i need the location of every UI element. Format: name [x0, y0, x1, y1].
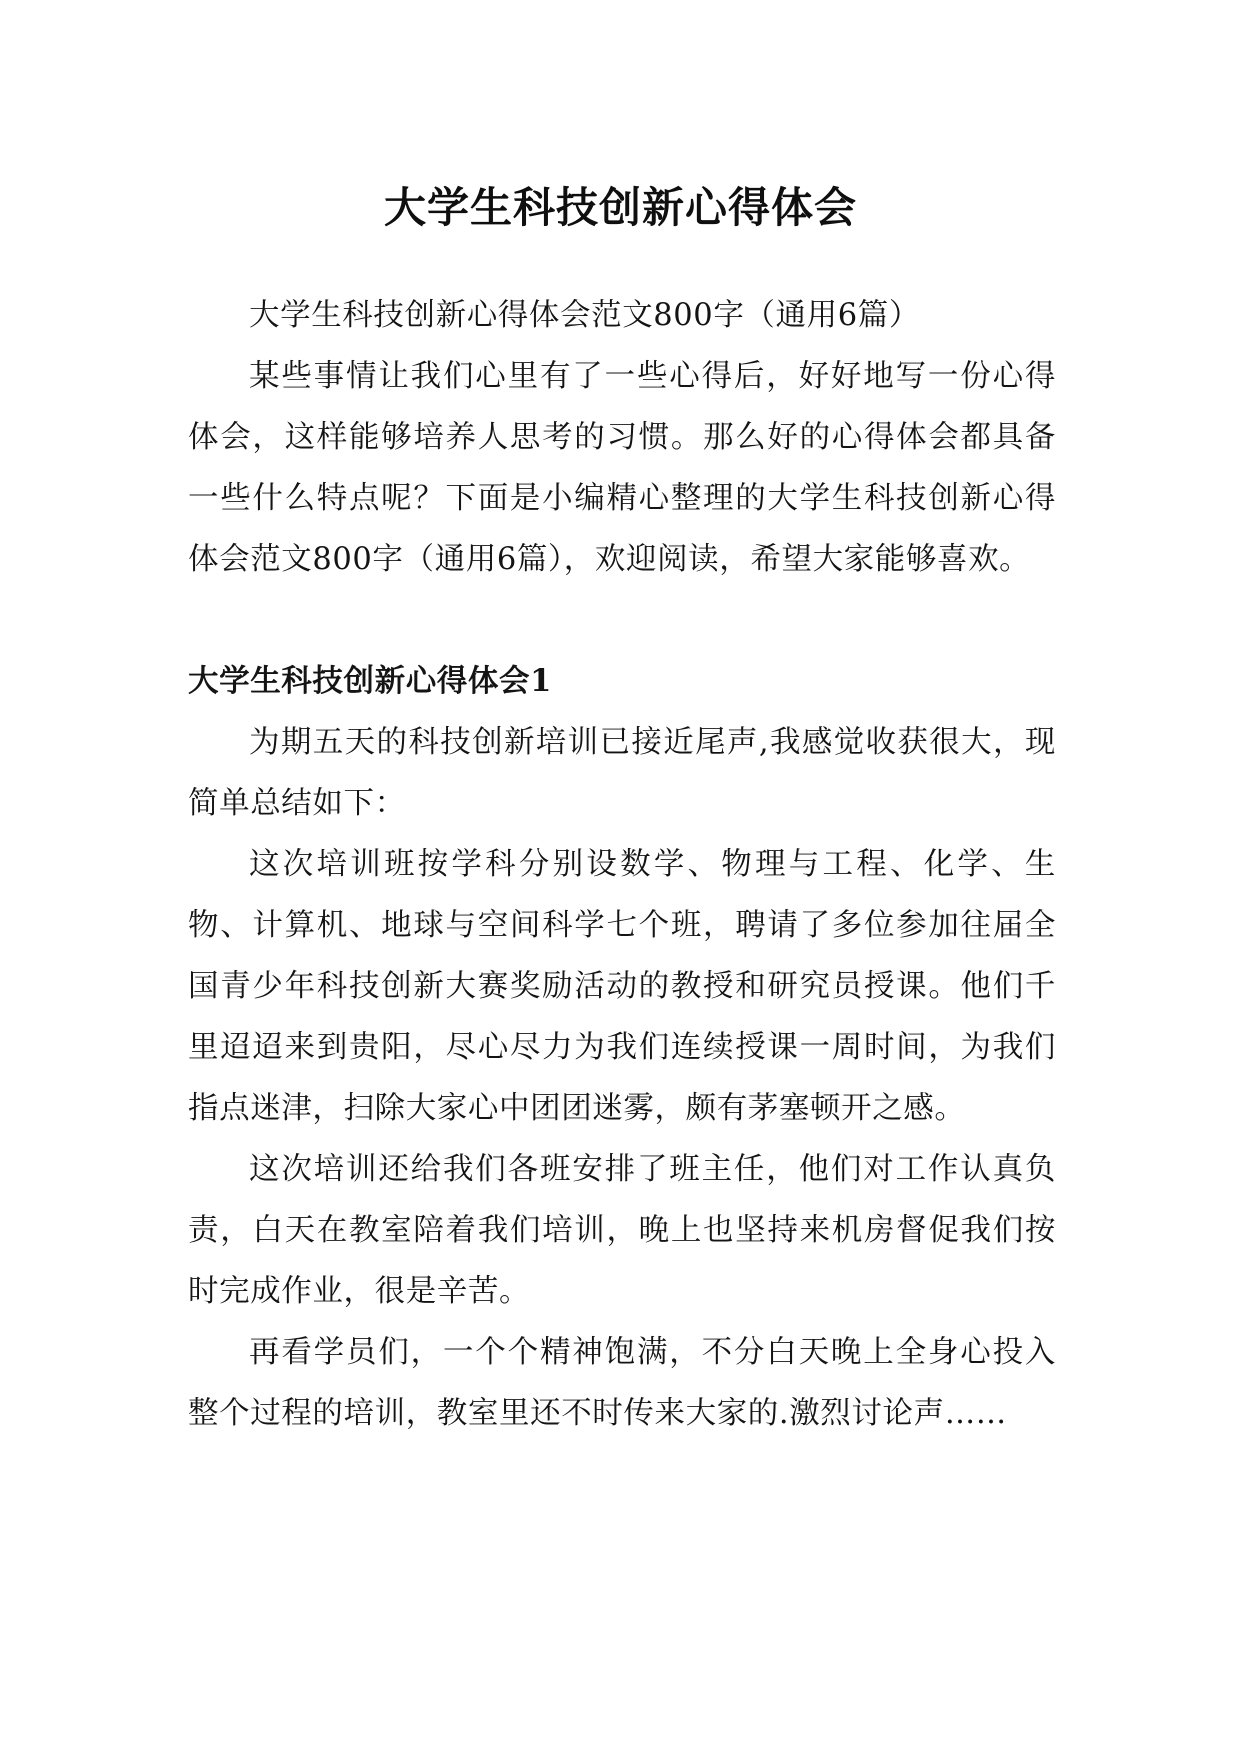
intro-subtitle: 大学生科技创新心得体会范文800字（通用6篇）	[249, 298, 920, 333]
intro-paragraph: 某些事情让我们心里有了一些心得后，好好地写一份心得体会，这样能够培养人思考的习惯。那么好的心得体会都具备一些什么特点呢？下面是小编精心整理的大学生科技创新心得体会范文800字（通用6篇），欢迎阅读，希望大家能够喜欢。	[188, 359, 1056, 577]
document-body	[188, 285, 1056, 1444]
document-title: 大学生科技创新心得体会	[383, 183, 857, 233]
section-1-paragraph: 再看学员们，一个个精神饱满，不分白天晚上全身心投入整个过程的培训，教室里还不时传来大家的.激烈讨论声……	[188, 1335, 1056, 1431]
section-1-heading: 大学生科技创新心得体会1	[188, 663, 552, 699]
section-1-paragraph: 为期五天的科技创新培训已接近尾声,我感觉收获很大，现简单总结如下：	[188, 725, 1056, 821]
section-1-paragraph: 这次培训班按学科分别设数学、物理与工程、化学、生物、计算机、地球与空间科学七个班，聘请了多位参加往届全国青少年科技创新大赛奖励活动的教授和研究员授课。他们千里迢迢来到贵阳，尽心尽力为我们连续授课一周时间，为我们指点迷津，扫除大家心中团团迷雾，颇有茅塞顿开之感。	[188, 847, 1056, 1126]
section-1-paragraph: 这次培训还给我们各班安排了班主任，他们对工作认真负责，白天在教室陪着我们培训，晚上也坚持来机房督促我们按时完成作业，很是辛苦。	[188, 1152, 1056, 1309]
